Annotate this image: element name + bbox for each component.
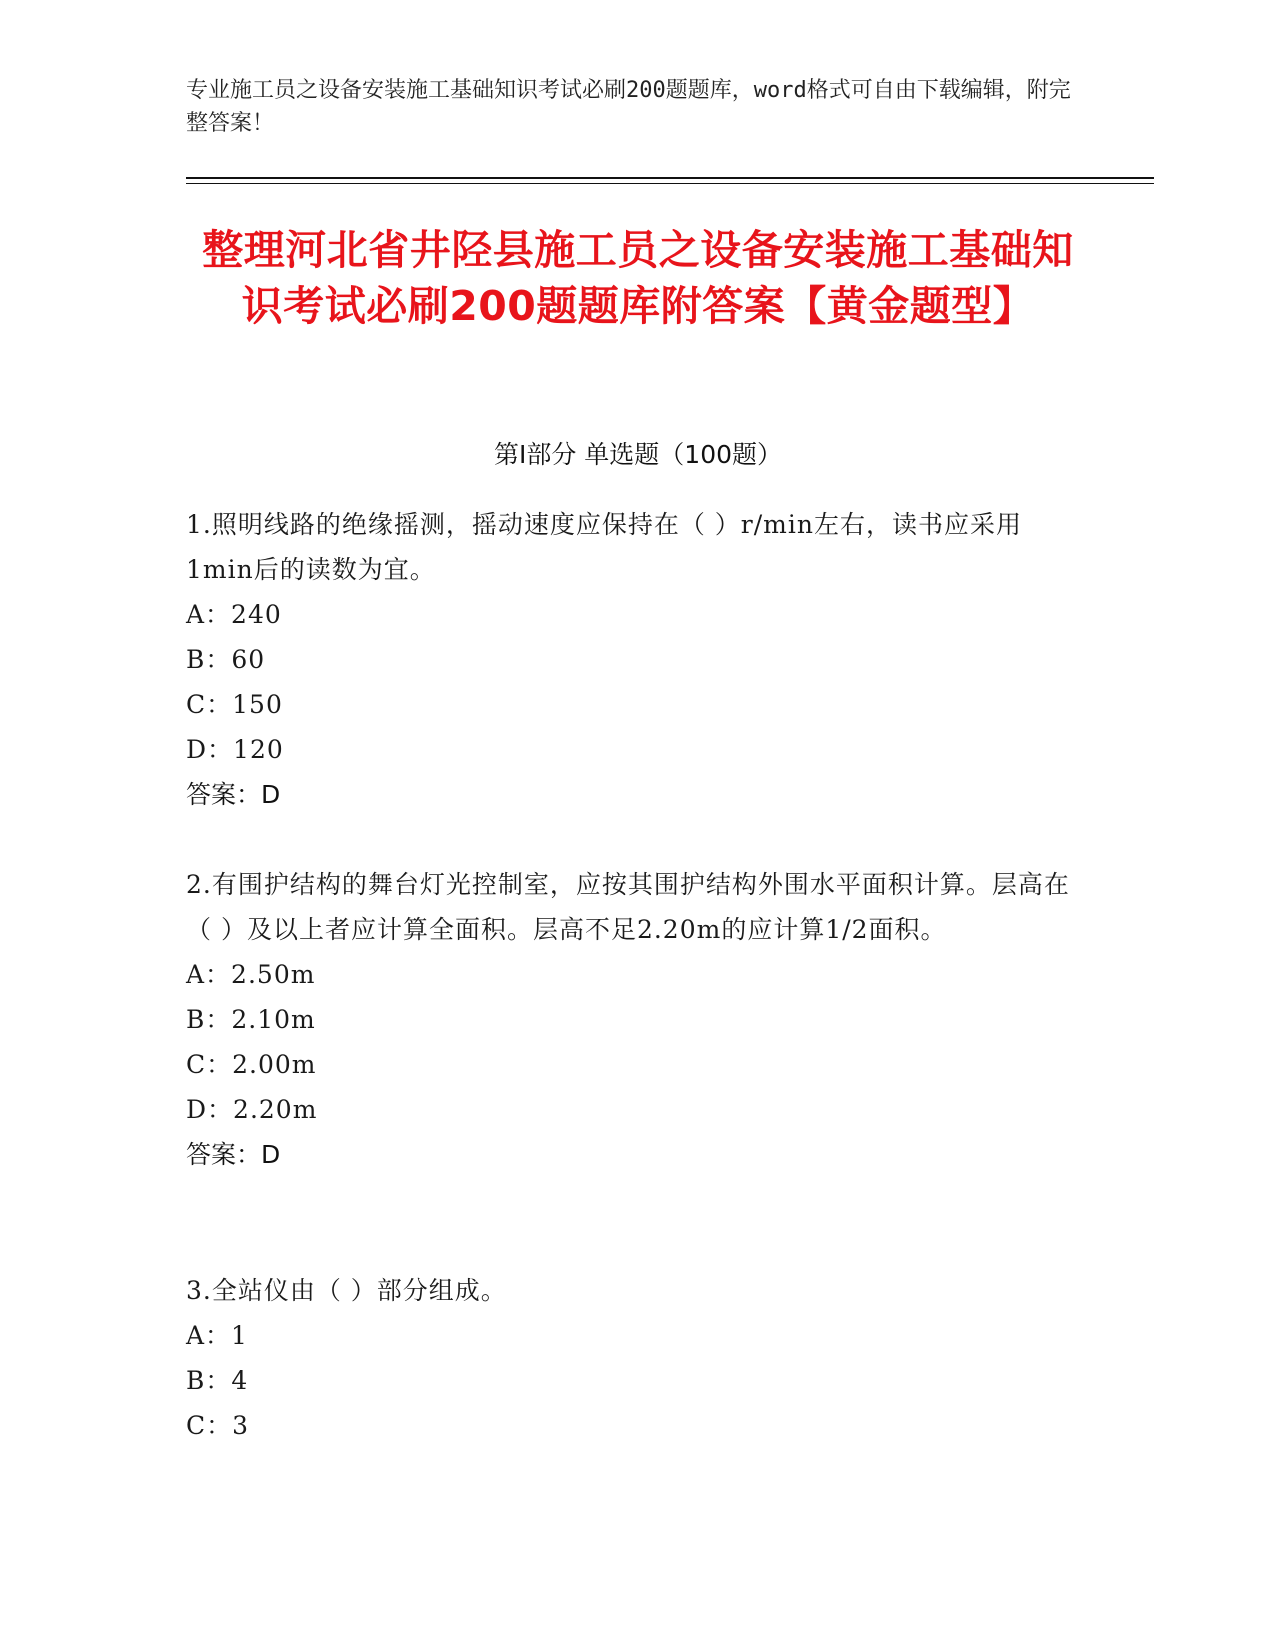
question-text: 3.全站仪由（ ）部分组成。 (186, 1276, 507, 1305)
header-rule-thick (186, 177, 1154, 179)
section-title: 第I部分 单选题（100题） (493, 440, 783, 469)
header-rule-thin (186, 183, 1154, 184)
option-a: A：2.50m (186, 960, 316, 989)
option-a: A：1 (186, 1321, 248, 1350)
option-c: C：150 (186, 690, 283, 719)
option-c: C：2.00m (186, 1050, 317, 1079)
answer: 答案：D (186, 1140, 281, 1169)
question-1 (186, 502, 1076, 817)
question-text: 1.照明线路的绝缘摇测，摇动速度应保持在（ ）r/min左右，读书应采用1min后的读数为宜。 (186, 510, 1022, 584)
option-d: D：2.20m (186, 1095, 318, 1124)
option-c: C：3 (186, 1411, 250, 1440)
option-d: D：120 (186, 735, 284, 764)
option-b: B：2.10m (186, 1005, 316, 1034)
option-a: A：240 (186, 600, 282, 629)
option-b: B：60 (186, 645, 266, 674)
question-3 (186, 1268, 1076, 1448)
question-text: 2.有围护结构的舞台灯光控制室，应按其围护结构外围水平面积计算。层高在（ ）及以上者应计算全面积。层高不足2.20m的应计算1/2面积。 (186, 870, 1070, 944)
page-title: 整理河北省井陉县施工员之设备安装施工基础知识考试必刷200题题库附答案【黄金题型】 (202, 226, 1074, 330)
header-note: 专业施工员之设备安装施工基础知识考试必刷200题题库，word格式可自由下载编辑，附完整答案！ (186, 78, 1071, 136)
question-2 (186, 862, 1076, 1177)
option-b: B：4 (186, 1366, 249, 1395)
answer: 答案：D (186, 780, 281, 809)
